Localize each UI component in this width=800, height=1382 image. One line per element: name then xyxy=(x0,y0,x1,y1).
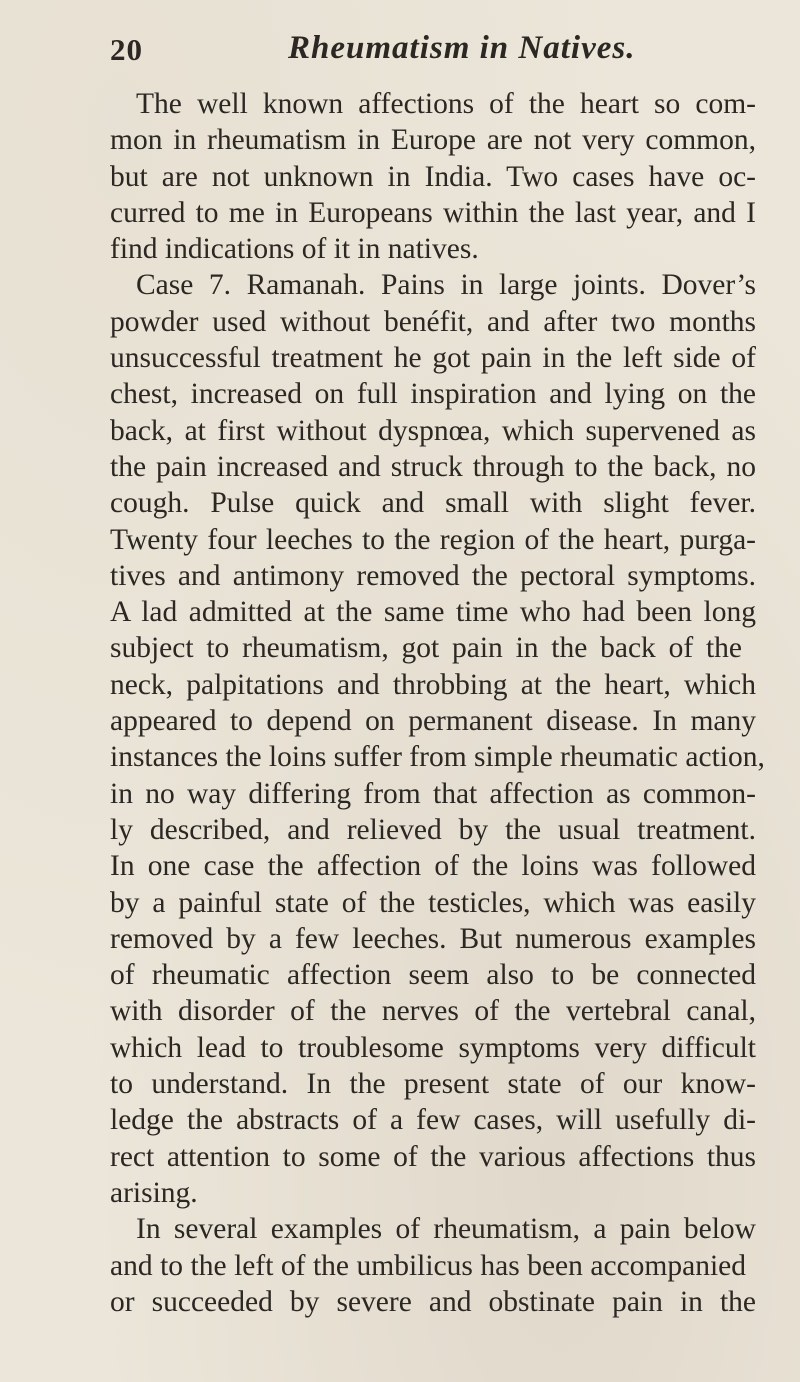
page-header xyxy=(0,28,800,68)
text-line: The well known affections of the heart so com- xyxy=(136,88,756,120)
text-line: removed by a few leeches. But numerous examples xyxy=(110,922,756,955)
text-line: Twenty four leeches to the region of the heart, purga- xyxy=(110,523,756,556)
text-line: of rheumatic affection seem also to be connected xyxy=(110,959,756,992)
text-line: mon in rheumatism in Europe are not very common, xyxy=(110,124,756,157)
text-line: powder used without benéfit, and after two months xyxy=(110,305,756,338)
text-line: In one case the affection of the loins was followed xyxy=(110,850,756,883)
text-line: with disorder of the nerves of the vertebral canal, xyxy=(110,995,756,1028)
text-line: instances the loins suffer from simple rheumatic action, xyxy=(110,741,765,774)
text-line: ledge the abstracts of a few cases, will usefully di- xyxy=(110,1104,756,1137)
text-line: curred to me in Europeans within the last year, and I xyxy=(110,196,756,229)
text-line: arising. xyxy=(110,1176,198,1209)
text-line: unsuccessful treatment he got pain in the left side of xyxy=(110,342,756,375)
page-number: 20 xyxy=(110,32,143,67)
text-line: by a painful state of the testicles, which was easily xyxy=(110,886,756,919)
running-title: Rheumatism in Natives. xyxy=(288,30,636,66)
text-line: neck, palpitations and throbbing at the heart, which xyxy=(110,668,756,701)
text-line: ly described, and relieved by the usual treatment. xyxy=(110,813,756,846)
text-line: back, at first without dyspnœa, which supervened as xyxy=(110,414,756,447)
text-line: appeared to depend on permanent disease. In many xyxy=(110,705,756,738)
text-line: rect attention to some of the various affections thus xyxy=(110,1140,756,1173)
text-line: Case 7. Ramanah. Pains in large joints. Dover’s xyxy=(136,269,756,302)
text-line: cough. Pulse quick and small with slight fever. xyxy=(110,487,756,520)
text-line: but are not unknown in India. Two cases have oc- xyxy=(110,160,756,193)
text-line: subject to rheumatism, got pain in the back of the xyxy=(110,632,742,665)
text-line: find indications of it in natives. xyxy=(110,233,479,266)
text-line: which lead to troublesome symptoms very difficult xyxy=(110,1031,756,1064)
text-line: tives and antimony removed the pectoral symptoms. xyxy=(110,559,756,592)
text-line: A lad admitted at the same time who had been long xyxy=(110,596,756,629)
text-line: to understand. In the present state of our know- xyxy=(110,1068,756,1101)
text-line: and to the left of the umbilicus has been accompanied xyxy=(110,1249,746,1282)
text-line: or succeeded by severe and obstinate pain in the xyxy=(110,1285,756,1318)
body-text xyxy=(0,86,800,1320)
text-line: in no way differing from that affection as common- xyxy=(110,777,756,810)
text-line: In several examples of rheumatism, a pain below xyxy=(136,1213,756,1246)
text-line: chest, increased on full inspiration and lying on the xyxy=(110,378,756,411)
text-line: the pain increased and struck through to the back, no xyxy=(110,450,756,483)
